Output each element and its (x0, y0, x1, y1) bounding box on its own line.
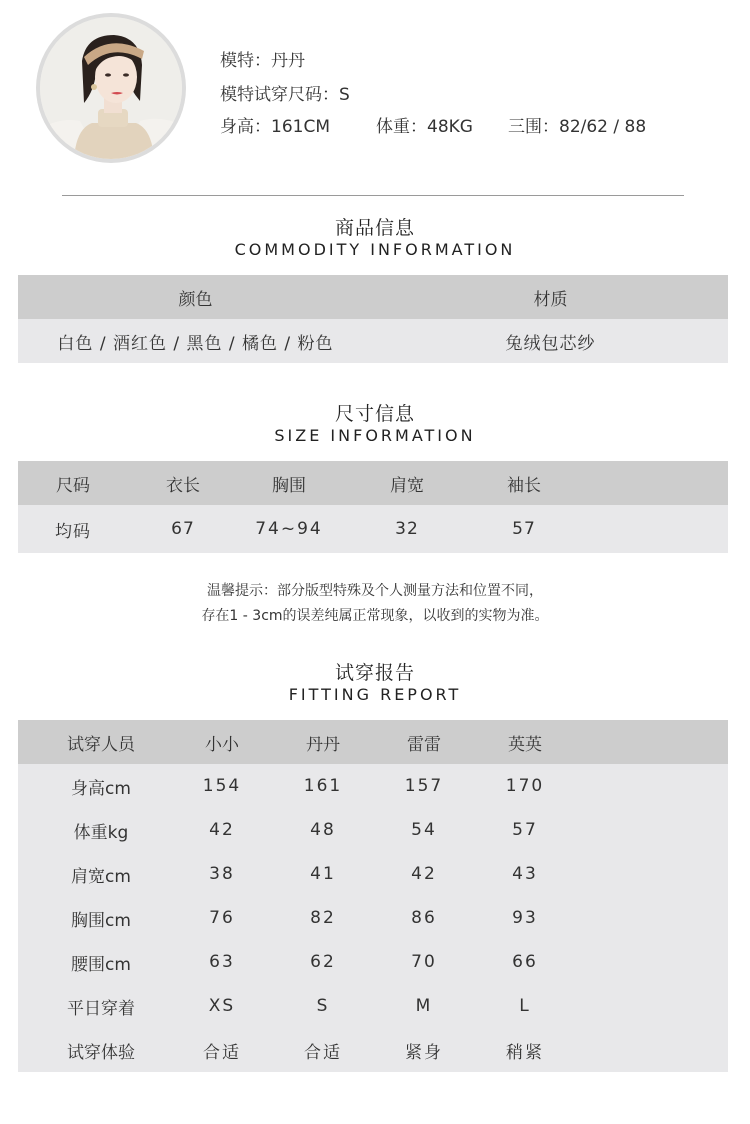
fitting-cell: 41 (310, 864, 336, 884)
fitting-header-xiaoxiao: 小小 (205, 734, 239, 755)
fitting-cell: 54 (411, 820, 437, 840)
table-row (18, 808, 728, 852)
fitting-row-label: 身高cm (71, 778, 131, 799)
fitting-cell: 稍紧 (506, 1042, 544, 1063)
fitting-cell: 57 (512, 820, 538, 840)
size-note-line-2: 存在1 - 3cm的误差纯属正常现象，以收到的实物为准。 (201, 608, 549, 624)
fitting-row-label: 胸围cm (71, 910, 131, 931)
size-title-en: SIZE INFORMATION (274, 426, 476, 445)
fitting-row-label: 肩宽cm (71, 866, 131, 887)
fitting-cell: XS (208, 996, 236, 1016)
fitting-cell: 170 (505, 776, 545, 796)
model-name: 模特：丹丹 (220, 51, 305, 71)
commodity-header-material: 材质 (533, 289, 568, 310)
fitting-row-label: 腰围cm (71, 954, 131, 975)
fitting-cell: 62 (310, 952, 336, 972)
commodity-colors: 白色 / 酒红色 / 黑色 / 橘色 / 粉色 (57, 333, 334, 354)
size-value-bust: 74~94 (255, 519, 323, 539)
commodity-title-en: COMMODITY INFORMATION (234, 240, 516, 259)
fitting-cell: 42 (209, 820, 235, 840)
fitting-cell: 70 (411, 952, 437, 972)
fitting-title-en: FITTING REPORT (288, 685, 462, 704)
fitting-row-label: 体重kg (73, 822, 129, 843)
fitting-body (18, 764, 728, 1072)
fitting-cell: 66 (512, 952, 538, 972)
fitting-cell: 82 (310, 908, 336, 928)
table-row (18, 852, 728, 896)
fitting-cell: M (415, 996, 433, 1016)
size-header-sleeve: 袖长 (507, 475, 541, 496)
fitting-cell: 154 (202, 776, 242, 796)
size-value-shoulder: 32 (395, 519, 419, 539)
model-photo-illustration (40, 17, 182, 159)
fitting-cell: 161 (303, 776, 343, 796)
fitting-row-label: 试穿体验 (67, 1042, 135, 1063)
fitting-cell: 合适 (304, 1042, 342, 1063)
size-header-row (18, 461, 728, 505)
size-value-size: 均码 (55, 521, 91, 542)
fitting-header-dandan: 丹丹 (306, 734, 340, 755)
fitting-cell: 42 (411, 864, 437, 884)
fitting-cell: 157 (404, 776, 444, 796)
model-try-size: 模特试穿尺码：S (220, 85, 350, 105)
fitting-cell: 合适 (203, 1042, 241, 1063)
size-header-bust: 胸围 (272, 475, 306, 496)
fitting-cell: 38 (209, 864, 235, 884)
size-header-shoulder: 肩宽 (390, 475, 424, 496)
fitting-cell: 48 (310, 820, 336, 840)
fitting-cell: L (519, 996, 531, 1016)
fitting-cell: 93 (512, 908, 538, 928)
size-header-length: 衣长 (166, 475, 200, 496)
model-height: 身高：161CM (220, 117, 330, 137)
size-value-length: 67 (171, 519, 195, 539)
fitting-row-label: 平日穿着 (67, 998, 135, 1019)
fitting-cell: S (316, 996, 330, 1016)
model-measurements: 三围：82/62 / 88 (508, 117, 647, 137)
commodity-title-cn: 商品信息 (334, 217, 415, 239)
fitting-cell: 43 (512, 864, 538, 884)
commodity-value-row (18, 319, 728, 363)
fitting-cell: 86 (411, 908, 437, 928)
fitting-header-row (18, 720, 728, 764)
commodity-table (18, 275, 728, 363)
size-note-line-1: 温馨提示：部分版型特殊及个人测量方法和位置不同， (207, 583, 543, 599)
table-row (18, 1028, 728, 1072)
size-value-row (18, 505, 728, 553)
table-row (18, 984, 728, 1028)
table-row (18, 940, 728, 984)
model-avatar-frame (36, 13, 186, 163)
size-header-size: 尺码 (56, 475, 90, 496)
commodity-header-color: 颜色 (178, 289, 213, 310)
header-divider (62, 195, 684, 196)
fitting-table (18, 720, 728, 1072)
fitting-header-leilei: 雷雷 (407, 734, 441, 755)
fitting-header-person: 试穿人员 (67, 734, 135, 755)
fitting-cell: 紧身 (405, 1042, 443, 1063)
model-avatar (40, 17, 182, 159)
commodity-header-row (18, 275, 728, 319)
commodity-material: 兔绒包芯纱 (505, 333, 596, 354)
fitting-cell: 76 (209, 908, 235, 928)
fitting-cell: 63 (209, 952, 235, 972)
table-row (18, 764, 728, 808)
model-weight: 体重：48KG (376, 117, 473, 137)
size-value-sleeve: 57 (512, 519, 536, 539)
fitting-header-yingying: 英英 (508, 734, 542, 755)
fitting-title-cn: 试穿报告 (334, 662, 415, 684)
table-row (18, 896, 728, 940)
size-table (18, 461, 728, 553)
size-title-cn: 尺寸信息 (334, 403, 415, 425)
